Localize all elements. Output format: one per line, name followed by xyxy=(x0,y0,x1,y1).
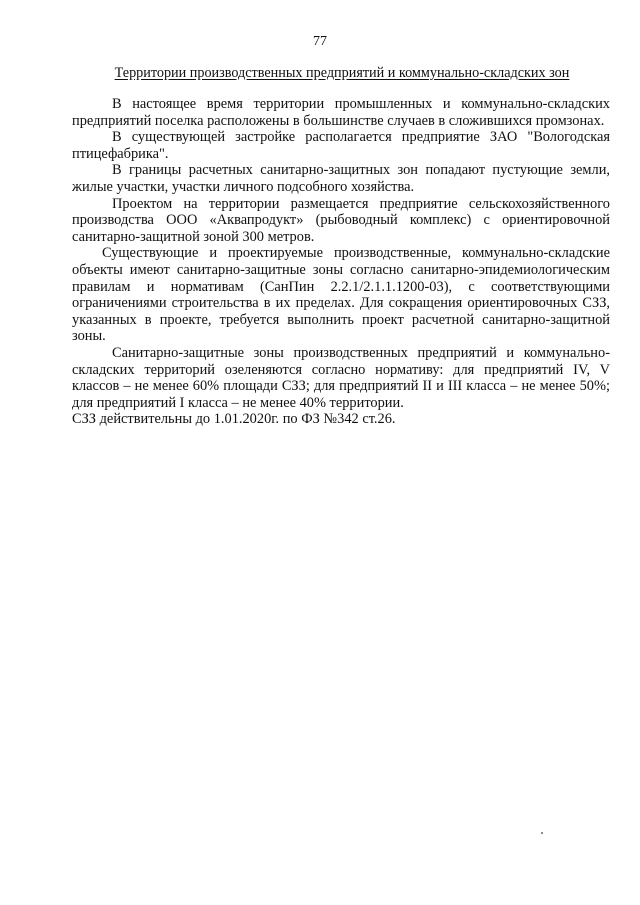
paragraph-7: СЗЗ действительны до 1.01.2020г. по ФЗ №342 ст.26. xyxy=(72,411,396,428)
section-heading: Территории производственных предприятий и коммунально-складских зон xyxy=(114,65,570,81)
paragraph-1: В настоящее время территории промышленных и коммунально-складских предприятий поселка расположены в большинстве случаев в сложившихся промзонах. xyxy=(72,96,610,129)
page-number: 77 xyxy=(313,34,327,49)
body-text xyxy=(72,96,610,428)
paragraph-4: Проектом на территории размещается предприятие сельскохозяйственного производства ООО «Аквапродукт» (рыбоводный комплекс) с ориентировочной санитарно-защитной зоной 300 метров. xyxy=(72,195,610,245)
paragraph-3: В границы расчетных санитарно-защитных зон попадают пустующие земли, жилые участки, участки личного подсобного хозяйства. xyxy=(72,162,610,195)
paragraph-6: Санитарно-защитные зоны производственных предприятий и коммунально-складских территорий озеленяются согласно нормативу: для предприятий IV, V классов – не менее 60% площади СЗЗ; для предприятий II и III класса – не менее 50%; для предприятий I класса – не менее 40% территории. xyxy=(72,344,610,411)
paragraph-5: Существующие и проектируемые производственные, коммунально-складские объекты имеют санитарно-защитные зоны согласно санитарно-эпидемиологическим правилам и нормативам (СанПин 2.2.1/2.1.1.1200-03), с соответствующими ограничениями строительства в их пределах. Для сокращения ориентировочных СЗЗ, указанных в проекте, требуется выполнить проект расчетной санитарно-защитной зоны. xyxy=(72,245,610,345)
paragraph-2: В существующей застройке располагается предприятие ЗАО "Вологодская птицефабрика". xyxy=(72,129,610,162)
scan-speck xyxy=(541,832,543,834)
